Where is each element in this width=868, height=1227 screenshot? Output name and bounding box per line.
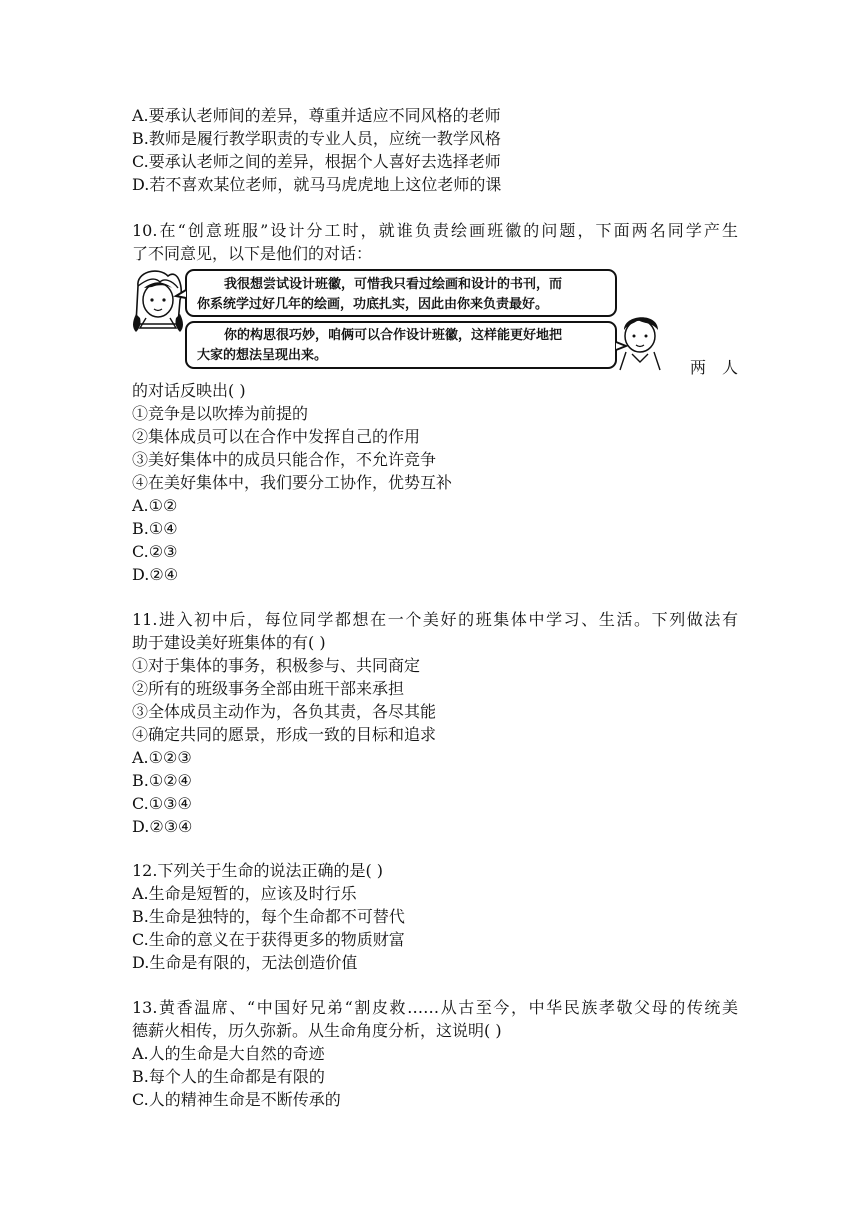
q9-option-c: C.要承认老师之间的差异，根据个人喜好去选择老师 xyxy=(132,152,501,171)
q13-option-c: C.人的精神生命是不断传承的 xyxy=(132,1090,341,1109)
q9-option-b: B.教师是履行教学职责的专业人员，应统一教学风格 xyxy=(132,129,501,148)
q11-option-c: C.①③④ xyxy=(132,794,192,813)
q10-statement-4: ④在美好集体中，我们要分工协作，优势互补 xyxy=(132,473,453,492)
q12-option-b: B.生命是独特的，每个生命都不可替代 xyxy=(132,907,405,926)
q11-statement-4: ④确定共同的愿景，形成一致的目标和追求 xyxy=(132,725,437,744)
q10-stem-line2: 了不同意见，以下是他们的对话： xyxy=(132,244,373,263)
q11-statement-3: ③全体成员主动作为，各负其责，各尽其能 xyxy=(132,702,437,721)
q11-statement-1: ①对于集体的事务，积极参与、共同商定 xyxy=(132,656,421,675)
q12-option-c: C.生命的意义在于获得更多的物质财富 xyxy=(132,930,405,949)
q10-option-d: D.②④ xyxy=(132,565,179,584)
q11-option-a: A.①②③ xyxy=(132,748,192,767)
q10-stem-line1: 10.在“创意班服”设计分工时，就谁负责绘画班徽的问题，下面两名同学产生 xyxy=(132,221,738,240)
q11-statement-2: ②所有的班级事务全部由班干部来承担 xyxy=(132,679,405,698)
q11-option-d: D.②③④ xyxy=(132,817,193,836)
boy-dialog-line2: 大家的想法呈现出来。 xyxy=(197,348,328,363)
boy-dialog-line1: 你的构思很巧妙，咱俩可以合作设计班徽，这样能更好地把 xyxy=(224,328,563,343)
q10-after-image-text: 两人 xyxy=(690,358,738,377)
q9-option-a: A.要承认老师间的差异，尊重并适应不同风格的老师 xyxy=(132,106,501,125)
q13-stem-line1: 13.黄香温席、“中国好兄弟“割皮救……从古至今，中华民族孝敬父母的传统美 xyxy=(132,998,738,1017)
q13-stem-line2: 德薪火相传，历久弥新。从生命角度分析，这说明( ) xyxy=(132,1021,502,1040)
q12-stem: 12.下列关于生命的说法正确的是( ) xyxy=(132,861,384,880)
q10-option-a: A.①② xyxy=(132,496,178,515)
q10-statement-2: ②集体成员可以在合作中发挥自己的作用 xyxy=(132,427,421,446)
q10-statement-3: ③美好集体中的成员只能合作，不允许竞争 xyxy=(132,450,437,469)
girl-dialog-line1: 我很想尝试设计班徽，可惜我只看过绘画和设计的书刊，而 xyxy=(224,277,563,292)
q10-option-c: C.②③ xyxy=(132,542,178,561)
q11-stem-line1: 11.进入初中后，每位同学都想在一个美好的班集体中学习、生活。下列做法有 xyxy=(132,610,738,629)
boy-figure-icon xyxy=(620,317,660,370)
q10-statement-1: ①竞争是以吹捧为前提的 xyxy=(132,404,309,423)
q12-option-a: A.生命是短暂的，应该及时行乐 xyxy=(132,884,357,903)
q13-option-b: B.每个人的生命都是有限的 xyxy=(132,1067,325,1086)
q11-option-b: B.①②④ xyxy=(132,771,192,790)
q13-option-a: A.人的生命是大自然的奇迹 xyxy=(132,1044,325,1063)
q10-stem-line3: 的对话反映出( ) xyxy=(132,381,246,400)
q11-stem-line2: 助于建设美好班集体的有( ) xyxy=(132,633,326,652)
q9-option-d: D.若不喜欢某位老师，就马马虎虎地上这位老师的课 xyxy=(132,175,502,194)
q12-option-d: D.生命是有限的，无法创造价值 xyxy=(132,953,358,972)
girl-dialog-line2: 你系统学过好几年的绘画，功底扎实，因此由你来负责最好。 xyxy=(197,297,549,312)
q10-option-b: B.①④ xyxy=(132,519,178,538)
girl-figure-icon xyxy=(133,271,183,332)
